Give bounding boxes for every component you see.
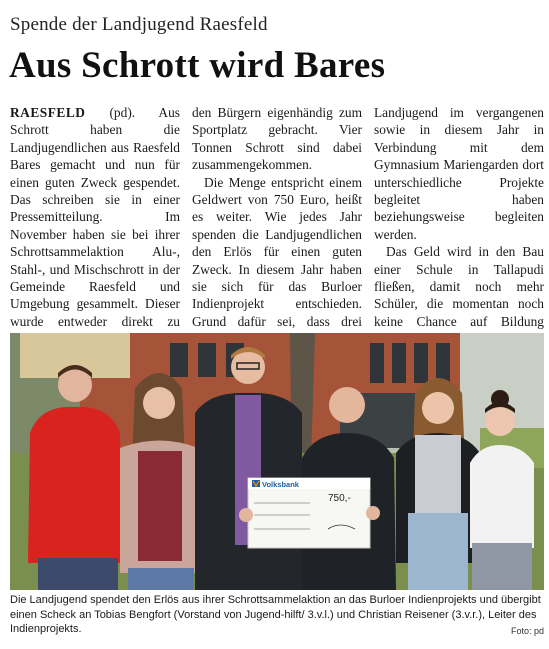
article-body (10, 104, 544, 329)
photo-caption: Die Landjugend spendet den Erlös aus ihrer Schrottsammelaktion an das Burloer Indienprojekts und übergibt einen Scheck an Tobias Bengfort (Vorstand von Jugend-hilft/ 3.v.l.) und Christian Reisener (3.v.r.), Leiter des Indienprojekts. (10, 594, 541, 635)
paragraph: Landjugend im vergangenen sowie in diesem Jahr in Verbindung mit dem Gymnasium Mariengarden dort unterschiedliche Projekte begleitet haben beziehungsweise begleiten werden. (374, 105, 544, 242)
cheque-amount: 750,- (328, 493, 351, 504)
paragraph (10, 104, 180, 348)
article-column-1 (10, 104, 180, 329)
donation-cheque (248, 478, 370, 548)
headline: Aus Schrott wird Bares (9, 45, 386, 86)
article-column-3 (374, 104, 544, 329)
group-photo-illustration (10, 333, 544, 590)
paragraph-text: Aus Schrott haben die Landjugendlichen aus Raesfeld Bares gemacht und nun für einen guten Zweck gespendet. Das schreiben sie in einer Pressemitteilung. Im November haben sie bei ihrer Schrottsammelaktion Alu-, Stahl-, und Mischschrott in der Gemeinde Raesfeld und Umgebung gesammelt. Dieser wurde entweder direkt zu (10, 105, 180, 329)
cheque-bank-name: Volksbank (262, 480, 299, 489)
paragraph: Das Geld wird in den Bau einer Schule in Tallapudi fließen, damit noch mehr Schüler, die momentan noch keine Chance auf Bildung (374, 244, 544, 329)
news-photo (10, 333, 544, 590)
kicker: Spende der Landjugend Raesfeld (10, 14, 268, 35)
article-column-2 (192, 104, 362, 329)
paragraph: Die Menge entspricht einem Geldwert von 750 Euro, heißt es weiter. Wie jedes Jahr spenden die Landjugendlichen den Erlös für einen guten Zweck. In diesem Jahr haben sie sich für das Burloer Indienprojekt entschieden. Grund dafür sei, dass drei (192, 174, 362, 329)
paragraph: den Bürgern eigenhändig zum Sportplatz gebracht. Vier Tonnen Schrott sind dabei zusammengekommen. (192, 105, 362, 173)
photo-credit: Foto: pd (510, 626, 544, 636)
dateline: RAESFELD (10, 105, 86, 120)
source-tag: (pd). (109, 105, 136, 120)
